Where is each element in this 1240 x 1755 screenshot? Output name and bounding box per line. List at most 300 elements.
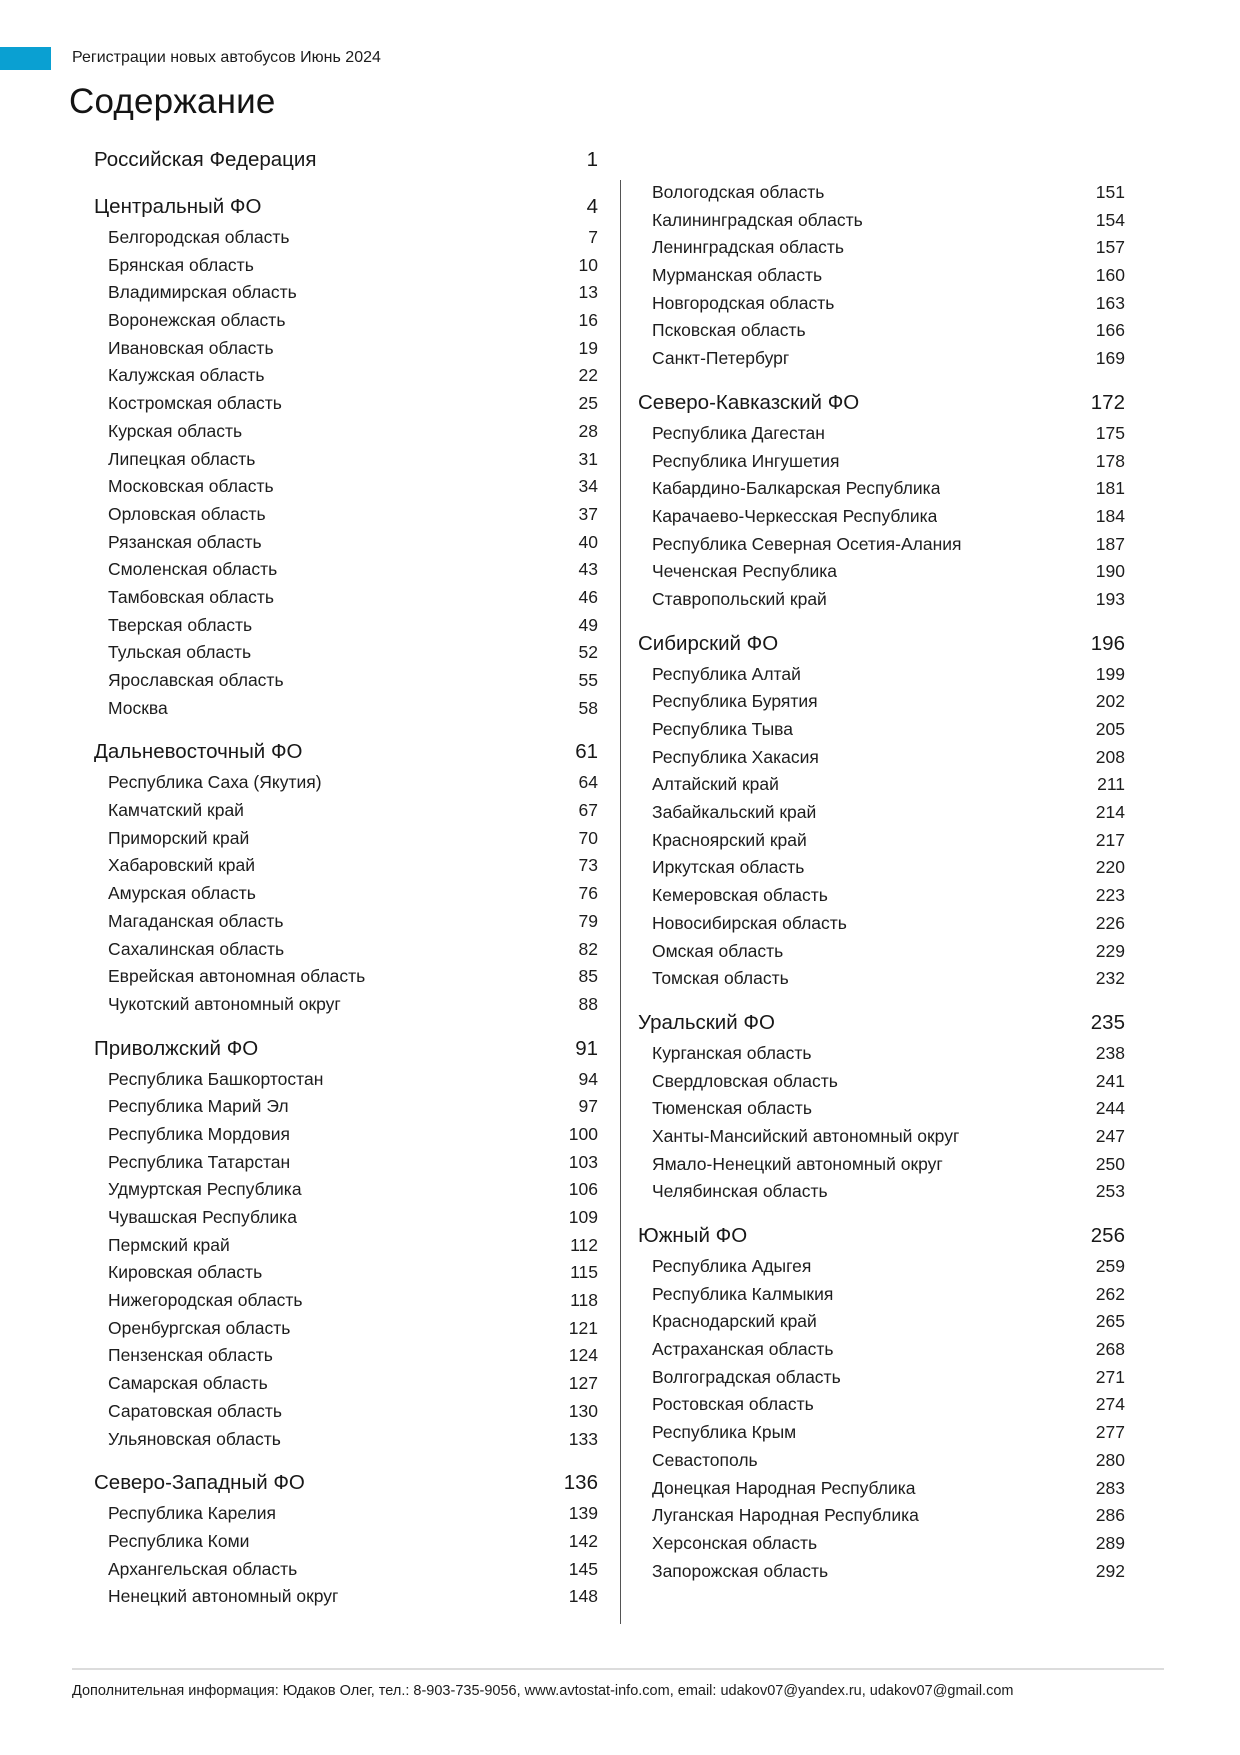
toc-entry-page-number: 124	[568, 1345, 598, 1366]
toc-entry[interactable]	[94, 1204, 598, 1232]
toc-entry[interactable]	[94, 1556, 598, 1584]
toc-group	[638, 386, 1125, 614]
toc-entry[interactable]	[94, 279, 598, 307]
toc-entry-page-number: 280	[1095, 1449, 1125, 1470]
toc-entry-page-number: 121	[568, 1317, 598, 1338]
toc-entry[interactable]	[638, 1123, 1125, 1151]
toc-entry-label: Республика Дагестан	[652, 422, 825, 443]
toc-entry-label: Республика Крым	[652, 1422, 797, 1443]
toc-entry[interactable]	[94, 529, 598, 557]
toc-entry-label: Ростовская область	[652, 1394, 814, 1415]
toc-entry-label: Курганская область	[652, 1042, 812, 1063]
column-divider	[620, 180, 621, 1624]
toc-entry-label: Волгоградская область	[652, 1366, 841, 1387]
toc-entry-label: Курская область	[108, 420, 243, 441]
toc-entry[interactable]	[94, 612, 598, 640]
toc-entry[interactable]	[638, 1530, 1125, 1558]
toc-entry-page-number: 154	[1095, 209, 1125, 230]
toc-entry[interactable]	[638, 531, 1125, 559]
toc-entry-page-number: 175	[1095, 422, 1125, 443]
toc-entry-label: Псковская область	[652, 320, 806, 341]
toc-entry[interactable]	[638, 558, 1125, 586]
toc-entry-label: Карачаево-Черкесская Республика	[652, 505, 938, 526]
toc-entry-label: Омская область	[652, 940, 784, 961]
toc-entry-page-number: 211	[1097, 774, 1125, 795]
toc-entry[interactable]	[94, 991, 598, 1019]
report-title: Регистрации новых автобусов Июнь 2024	[72, 49, 381, 66]
toc-section-entry[interactable]	[94, 1032, 598, 1066]
toc-entry-page-number: 190	[1095, 561, 1125, 582]
toc-entry-label: Новосибирская область	[652, 912, 847, 933]
toc-entry-label: Пензенская область	[108, 1345, 273, 1366]
toc-entry-label: Краснодарский край	[652, 1311, 817, 1332]
toc-entry-page-number: 88	[578, 993, 598, 1014]
toc-entry-page-number: 31	[578, 448, 598, 469]
toc-entry[interactable]	[94, 1342, 598, 1370]
toc-entry-page-number: 34	[578, 476, 598, 497]
toc-entry-label: Оренбургская область	[108, 1317, 291, 1338]
toc-entry-page-number: 193	[1095, 588, 1125, 609]
toc-entry[interactable]	[94, 908, 598, 936]
toc-entry[interactable]	[638, 771, 1125, 799]
page-title: Содержание	[69, 82, 276, 121]
toc-entry-page-number: 286	[1095, 1505, 1125, 1526]
toc-entry[interactable]	[638, 854, 1125, 882]
toc-entry-label: Республика Саха (Якутия)	[108, 772, 322, 793]
toc-entry[interactable]	[638, 1095, 1125, 1123]
toc-section-entry[interactable]	[638, 1006, 1125, 1040]
toc-entry-page-number: 268	[1095, 1339, 1125, 1360]
toc-entry-label: Запорожская область	[652, 1560, 829, 1581]
toc-entry-page-number: 142	[568, 1530, 598, 1551]
toc-entry-label: Астраханская область	[652, 1339, 834, 1360]
toc-entry[interactable]	[638, 1475, 1125, 1503]
toc-entry[interactable]	[638, 938, 1125, 966]
toc-entry[interactable]	[94, 362, 598, 390]
toc-entry-page-number: 220	[1095, 857, 1125, 878]
toc-entry[interactable]	[638, 586, 1125, 614]
toc-entry-page-number: 226	[1095, 912, 1125, 933]
toc-entry-label: Красноярский край	[652, 829, 807, 850]
toc-entry[interactable]	[94, 1121, 598, 1149]
toc-entry[interactable]	[638, 290, 1125, 318]
toc-entry-label: Дальневосточный ФО	[94, 740, 303, 764]
toc-entry-page-number: 229	[1095, 940, 1125, 961]
toc-entry-label: Северо-Западный ФО	[94, 1471, 305, 1495]
toc-entry[interactable]	[94, 501, 598, 529]
toc-group	[638, 627, 1125, 993]
toc-entry[interactable]	[94, 1259, 598, 1287]
toc-entry[interactable]	[638, 882, 1125, 910]
toc-entry-label: Республика Башкортостан	[108, 1068, 324, 1089]
toc-group	[94, 735, 598, 1018]
toc-entry[interactable]	[638, 317, 1125, 345]
toc-entry[interactable]	[638, 1502, 1125, 1530]
toc-entry[interactable]	[94, 1232, 598, 1260]
toc-entry-page-number: 52	[578, 642, 598, 663]
toc-entry-page-number: 136	[563, 1471, 598, 1495]
toc-entry-page-number: 181	[1095, 478, 1125, 499]
toc-entry-page-number: 250	[1095, 1153, 1125, 1174]
toc-entry[interactable]	[94, 825, 598, 853]
toc-entry-label: Тульская область	[108, 642, 252, 663]
toc-entry-label: Севастополь	[652, 1449, 758, 1470]
toc-entry[interactable]	[94, 852, 598, 880]
toc-entry-page-number: 274	[1095, 1394, 1125, 1415]
toc-entry-label: Белгородская область	[108, 227, 290, 247]
toc-entry-page-number: 265	[1095, 1311, 1125, 1332]
toc-section-entry[interactable]	[638, 627, 1125, 661]
toc-entry[interactable]	[638, 475, 1125, 503]
toc-entry-page-number: 163	[1095, 292, 1125, 313]
toc-entry[interactable]	[638, 1178, 1125, 1206]
toc-entry[interactable]	[94, 667, 598, 695]
toc-entry-label: Рязанская область	[108, 531, 262, 552]
toc-entry-page-number: 55	[578, 670, 598, 690]
toc-entry[interactable]	[638, 688, 1125, 716]
toc-column-left	[94, 143, 598, 1611]
toc-entry[interactable]	[638, 1308, 1125, 1336]
toc-entry[interactable]	[94, 769, 598, 797]
footer-contact-text: Дополнительная информация: Юдаков Олег, тел.: 8-903-735-9056, www.avtostat-info.com, email: udakov07@yandex.ru, udakov07@gmail.com	[72, 1683, 1014, 1699]
toc-entry-label: Самарская область	[108, 1373, 268, 1394]
toc-entry-page-number: 253	[1095, 1181, 1125, 1202]
toc-entry[interactable]	[94, 390, 598, 418]
toc-entry-page-number: 73	[578, 855, 598, 876]
toc-entry-label: Архангельская область	[108, 1558, 298, 1579]
toc-entry-page-number: 178	[1095, 450, 1125, 471]
toc-entry[interactable]	[94, 473, 598, 501]
toc-entry-label: Ямало-Ненецкий автономный округ	[652, 1153, 943, 1174]
toc-entry[interactable]	[638, 1391, 1125, 1419]
toc-entry-page-number: 259	[1095, 1256, 1125, 1276]
toc-entry-page-number: 238	[1095, 1042, 1125, 1063]
toc-root-entry[interactable]	[94, 143, 598, 177]
toc-entry[interactable]	[94, 880, 598, 908]
toc-entry-label: Магаданская область	[108, 910, 284, 931]
toc-entry-page-number: 76	[578, 883, 598, 904]
toc-entry-label: Северо-Кавказский ФО	[638, 390, 860, 414]
toc-entry[interactable]	[638, 207, 1125, 235]
toc-entry-page-number: 7	[588, 227, 598, 247]
toc-entry[interactable]	[94, 797, 598, 825]
toc-entry-label: Кировская область	[108, 1262, 263, 1283]
toc-entry-page-number: 283	[1095, 1477, 1125, 1498]
toc-entry-label: Иркутская область	[652, 857, 805, 878]
toc-entry[interactable]	[638, 448, 1125, 476]
toc-entry-label: Херсонская область	[652, 1532, 818, 1553]
toc-entry-label: Луганская Народная Республика	[652, 1505, 919, 1526]
toc-entry-page-number: 103	[568, 1151, 598, 1172]
toc-entry-page-number: 214	[1095, 802, 1125, 823]
accent-bar	[0, 47, 51, 70]
toc-entry-label: Ленинградская область	[652, 237, 845, 258]
toc-entry-page-number: 97	[578, 1096, 598, 1117]
toc-entry-label: Москва	[108, 697, 168, 718]
toc-entry[interactable]	[638, 827, 1125, 855]
toc-entry-label: Донецкая Народная Республика	[652, 1477, 916, 1498]
toc-entry-page-number: 262	[1095, 1283, 1125, 1304]
toc-entry[interactable]	[638, 744, 1125, 772]
toc-entry[interactable]	[94, 1315, 598, 1343]
toc-entry-page-number: 208	[1095, 746, 1125, 767]
toc-entry-page-number: 25	[578, 393, 598, 414]
toc-entry[interactable]	[638, 345, 1125, 373]
toc-entry[interactable]	[94, 695, 598, 723]
toc-entry-page-number: 133	[568, 1428, 598, 1449]
toc-entry[interactable]	[638, 1447, 1125, 1475]
toc-entry-label: Еврейская автономная область	[108, 966, 366, 987]
toc-entry-label: Забайкальский край	[652, 802, 817, 823]
toc-section-entry[interactable]	[638, 386, 1125, 420]
toc-entry-label: Томская область	[652, 968, 789, 989]
toc-entry[interactable]	[94, 556, 598, 584]
toc-entry-page-number: 67	[578, 800, 598, 821]
toc-entry-label: Ульяновская область	[108, 1428, 281, 1449]
toc-entry-label: Нижегородская область	[108, 1290, 303, 1311]
toc-entry-label: Южный ФО	[638, 1224, 748, 1247]
toc-entry-label: Тамбовская область	[108, 586, 274, 607]
toc-entry-label: Уральский ФО	[638, 1010, 775, 1034]
toc-entry-page-number: 28	[578, 420, 598, 441]
toc-entry-page-number: 43	[578, 559, 598, 580]
toc-entry-page-number: 112	[570, 1234, 598, 1255]
toc-entry[interactable]	[94, 936, 598, 964]
toc-entry-page-number: 199	[1095, 663, 1125, 684]
toc-entry-label: Вологодская область	[652, 182, 825, 202]
toc-entry-page-number: 46	[578, 586, 598, 607]
toc-entry[interactable]	[638, 1281, 1125, 1309]
toc-entry-page-number: 85	[578, 966, 598, 987]
toc-entry-page-number: 223	[1095, 885, 1125, 906]
toc-entry[interactable]	[638, 1040, 1125, 1068]
toc-entry-label: Брянская область	[108, 254, 254, 275]
toc-entry-page-number: 277	[1095, 1422, 1125, 1443]
toc-entry-page-number: 118	[570, 1290, 598, 1311]
toc-entry-label: Мурманская область	[652, 265, 823, 286]
toc-entry-page-number: 169	[1095, 348, 1125, 369]
toc-entry-page-number: 160	[1095, 265, 1125, 286]
toc-entry-label: Орловская область	[108, 503, 266, 524]
toc-entry-page-number: 130	[568, 1400, 598, 1421]
toc-entry-page-number: 166	[1095, 320, 1125, 341]
toc-entry-page-number: 202	[1095, 691, 1125, 712]
toc-entry-page-number: 256	[1090, 1224, 1125, 1247]
toc-entry-label: Республика Татарстан	[108, 1151, 291, 1172]
toc-entry[interactable]	[638, 716, 1125, 744]
toc-entry[interactable]	[94, 1583, 598, 1611]
toc-entry-label: Республика Карелия	[108, 1503, 276, 1524]
toc-entry[interactable]	[94, 1093, 598, 1121]
toc-entry-page-number: 61	[575, 740, 598, 764]
footer-divider	[72, 1668, 1164, 1670]
toc-entry-label: Приволжский ФО	[94, 1036, 259, 1060]
toc-entry-page-number: 217	[1095, 829, 1125, 850]
toc-entry-label: Тверская область	[108, 614, 253, 635]
toc-entry-page-number: 271	[1095, 1366, 1125, 1387]
toc-group	[94, 190, 598, 722]
toc-entry-page-number: 49	[578, 614, 598, 635]
toc-entry-page-number: 91	[575, 1036, 598, 1060]
toc-entry-label: Свердловская область	[652, 1070, 838, 1091]
toc-entry[interactable]	[94, 1528, 598, 1556]
toc-entry-label: Саратовская область	[108, 1400, 282, 1421]
toc-section-entry[interactable]	[94, 735, 598, 769]
toc-entry[interactable]	[638, 234, 1125, 262]
toc-entry-page-number: 205	[1095, 719, 1125, 739]
toc-entry-page-number: 157	[1095, 237, 1125, 258]
toc-entry[interactable]	[638, 503, 1125, 531]
toc-entry-label: Ненецкий автономный округ	[108, 1586, 339, 1607]
toc-entry-label: Чукотский автономный округ	[108, 993, 341, 1014]
toc-entry[interactable]	[638, 1336, 1125, 1364]
toc-entry-page-number: 13	[578, 282, 598, 303]
toc-entry[interactable]	[638, 965, 1125, 993]
toc-entry-page-number: 232	[1095, 968, 1125, 989]
toc-entry-label: Челябинская область	[652, 1181, 828, 1202]
toc-entry-page-number: 184	[1095, 505, 1125, 526]
toc-entry[interactable]	[638, 1068, 1125, 1096]
toc-entry[interactable]	[94, 1500, 598, 1528]
toc-entry-page-number: 100	[568, 1123, 598, 1144]
toc-entry-label: Республика Бурятия	[652, 691, 818, 712]
toc-entry-page-number: 151	[1095, 182, 1125, 202]
toc-entry-page-number: 115	[570, 1262, 598, 1283]
toc-entry[interactable]	[94, 224, 598, 252]
toc-entry-label: Хабаровский край	[108, 855, 256, 876]
toc-entry[interactable]	[94, 1176, 598, 1204]
toc-entry[interactable]	[94, 252, 598, 280]
toc-entry-page-number: 148	[568, 1586, 598, 1607]
toc-entry[interactable]	[638, 179, 1125, 207]
toc-entry[interactable]	[638, 1151, 1125, 1179]
toc-section-entry[interactable]	[638, 1219, 1125, 1253]
toc-entry[interactable]	[94, 1066, 598, 1094]
toc-entry[interactable]	[638, 1419, 1125, 1447]
toc-entry-page-number: 79	[578, 910, 598, 931]
toc-entry-page-number: 145	[568, 1558, 598, 1579]
toc-entry-page-number: 94	[578, 1068, 598, 1089]
toc-entry-label: Российская Федерация	[94, 148, 317, 171]
toc-entry-label: Ханты-Мансийский автономный округ	[652, 1125, 960, 1146]
toc-entry-page-number: 10	[578, 254, 598, 275]
toc-group	[638, 179, 1125, 373]
toc-entry-label: Ярославская область	[108, 670, 284, 690]
toc-entry-label: Ивановская область	[108, 337, 274, 358]
toc-section-entry[interactable]	[94, 190, 598, 224]
toc-entry[interactable]	[638, 1558, 1125, 1586]
toc-entry[interactable]	[638, 1364, 1125, 1392]
toc-group	[94, 1466, 598, 1611]
toc-entry-label: Центральный ФО	[94, 195, 262, 218]
toc-entry-label: Калининградская область	[652, 209, 863, 230]
toc-entry[interactable]	[94, 418, 598, 446]
toc-entry-label: Сахалинская область	[108, 938, 285, 959]
toc-group	[638, 1006, 1125, 1206]
toc-entry-page-number: 196	[1090, 631, 1125, 655]
toc-entry-label: Костромская область	[108, 393, 282, 414]
toc-entry[interactable]	[638, 1253, 1125, 1281]
toc-entry-label: Республика Коми	[108, 1530, 250, 1551]
toc-entry-label: Калужская область	[108, 365, 265, 386]
toc-entry[interactable]	[94, 307, 598, 335]
toc-entry-label: Кемеровская область	[652, 885, 828, 906]
toc-entry-label: Удмуртская Республика	[108, 1179, 302, 1200]
toc-entry-label: Республика Ингушетия	[652, 450, 840, 471]
toc-entry-label: Смоленская область	[108, 559, 278, 580]
toc-entry[interactable]	[638, 420, 1125, 448]
toc-column-right	[638, 179, 1125, 1585]
toc-entry-label: Алтайский край	[652, 774, 779, 795]
toc-entry-label: Республика Адыгея	[652, 1256, 812, 1276]
toc-entry-label: Пермский край	[108, 1234, 230, 1255]
toc-entry-page-number: 58	[578, 697, 598, 718]
toc-entry-page-number: 64	[578, 772, 598, 793]
toc-entry[interactable]	[94, 963, 598, 991]
toc-entry-page-number: 289	[1095, 1532, 1125, 1553]
toc-entry-page-number: 187	[1095, 533, 1125, 554]
toc-entry-page-number: 235	[1090, 1010, 1125, 1034]
toc-entry-page-number: 106	[568, 1179, 598, 1200]
toc-group	[638, 1219, 1125, 1585]
toc-entry[interactable]	[638, 661, 1125, 689]
toc-entry-label: Липецкая область	[108, 448, 256, 469]
toc-entry-page-number: 1	[586, 148, 598, 171]
toc-entry-page-number: 241	[1095, 1070, 1125, 1091]
toc-entry-page-number: 19	[578, 337, 598, 358]
toc-entry-page-number: 4	[586, 195, 598, 218]
toc-entry-page-number: 244	[1095, 1098, 1125, 1119]
toc-entry[interactable]	[94, 1398, 598, 1426]
toc-entry-page-number: 82	[578, 938, 598, 959]
toc-entry[interactable]	[638, 910, 1125, 938]
toc-entry-label: Новгородская область	[652, 292, 835, 313]
toc-entry-label: Сибирский ФО	[638, 631, 779, 655]
toc-entry-label: Республика Тыва	[652, 719, 793, 739]
toc-entry[interactable]	[94, 1149, 598, 1177]
toc-entry-label: Ставропольский край	[652, 588, 827, 609]
toc-section-entry[interactable]	[94, 1466, 598, 1500]
toc-entry[interactable]	[94, 335, 598, 363]
toc-entry[interactable]	[638, 262, 1125, 290]
toc-entry-label: Республика Алтай	[652, 663, 801, 684]
toc-entry-label: Республика Марий Эл	[108, 1096, 289, 1117]
toc-entry-label: Санкт-Петербург	[652, 348, 790, 369]
toc-entry-page-number: 292	[1095, 1560, 1125, 1581]
toc-entry-label: Чувашская Республика	[108, 1207, 297, 1227]
toc-entry-label: Чеченская Республика	[652, 561, 837, 582]
toc-entry-page-number: 139	[568, 1503, 598, 1524]
toc-entry-page-number: 247	[1095, 1125, 1125, 1146]
toc-entry-page-number: 70	[578, 827, 598, 848]
toc-entry[interactable]	[94, 446, 598, 474]
toc-entry-page-number: 16	[578, 310, 598, 331]
toc-entry[interactable]	[94, 639, 598, 667]
toc-entry[interactable]	[94, 1370, 598, 1398]
toc-entry-label: Московская область	[108, 476, 274, 497]
toc-entry-label: Республика Калмыкия	[652, 1283, 834, 1304]
toc-group	[94, 1032, 598, 1454]
toc-entry[interactable]	[638, 799, 1125, 827]
toc-entry[interactable]	[94, 584, 598, 612]
toc-entry-page-number: 109	[568, 1207, 598, 1227]
toc-entry[interactable]	[94, 1426, 598, 1454]
toc-entry-label: Республика Мордовия	[108, 1123, 290, 1144]
toc-entry-label: Республика Хакасия	[652, 746, 819, 767]
toc-entry-label: Кабардино-Балкарская Республика	[652, 478, 941, 499]
toc-entry[interactable]	[94, 1287, 598, 1315]
toc-entry-page-number: 172	[1090, 390, 1125, 414]
